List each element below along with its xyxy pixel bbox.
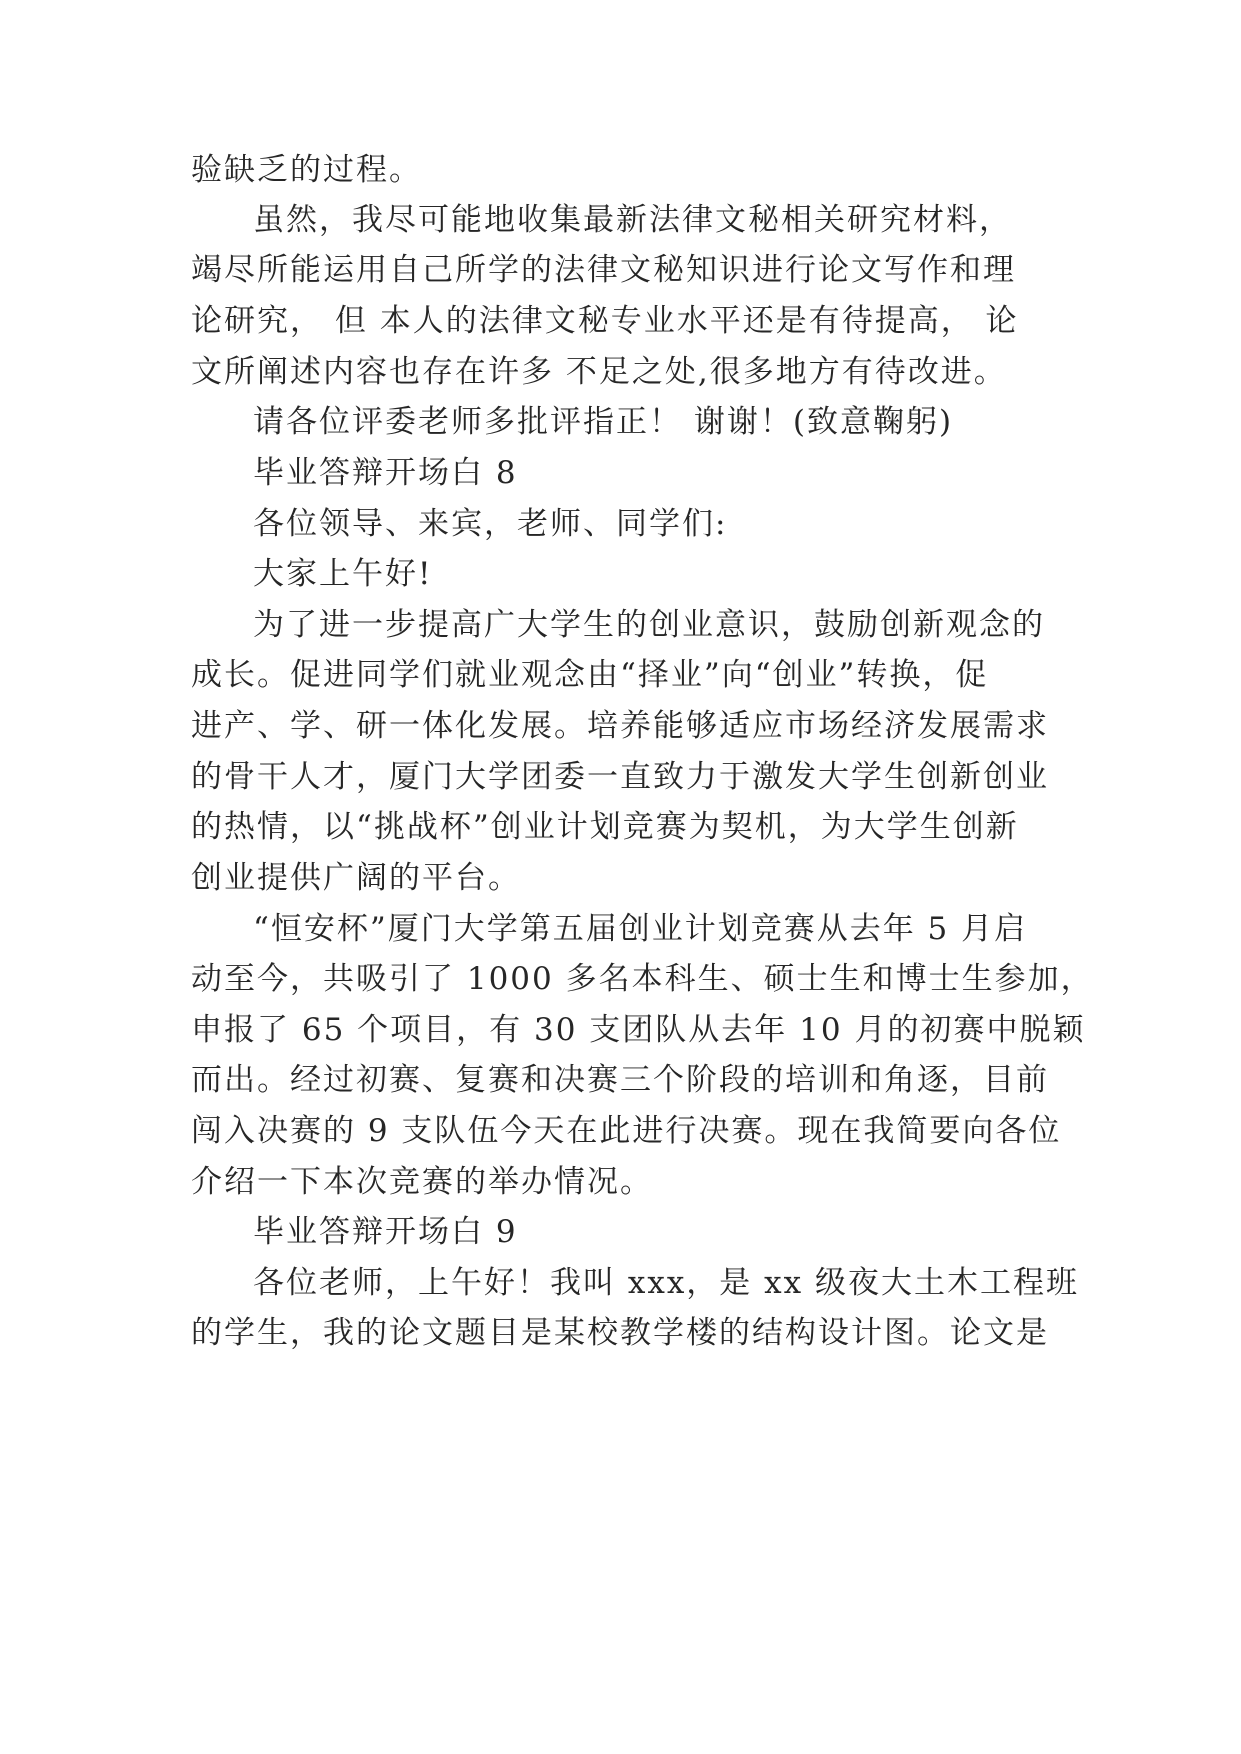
text-line: 为了进一步提高广大学生的创业意识，鼓励创新观念的 (253, 607, 1045, 643)
text-line: 虽然，我尽可能地收集最新法律文秘相关研究材料， (253, 202, 1012, 238)
text-line: 文所阐述内容也存在许多 不足之处,很多地方有待改进。 (191, 354, 1007, 390)
text-line: 创业提供广阔的平台。 (191, 860, 521, 896)
text-line: 论研究， 但 本人的法律文秘专业水平还是有待提高， 论 (191, 303, 1019, 339)
text-line: 各位老师，上午好！我叫 xxx，是 xx 级夜大土木工程班 (253, 1265, 1079, 1301)
text-line: 的骨干人才，厦门大学团委一直致力于激发大学生创新创业 (191, 759, 1049, 795)
text-line: 介绍一下本次竞赛的举办情况。 (191, 1164, 653, 1200)
text-line: 请各位评委老师多批评指正！ 谢谢！(致意鞠躬) (253, 404, 954, 440)
text-line: 竭尽所能运用自己所学的法律文秘知识进行论文写作和理 (191, 252, 1016, 288)
section-heading: 毕业答辩开场白 9 (253, 1214, 518, 1250)
section-heading: 毕业答辩开场白 8 (253, 455, 518, 491)
text-line: 验缺乏的过程。 (191, 152, 422, 188)
text-line: 进产、学、研一体化发展。培养能够适应市场经济发展需求 (191, 708, 1049, 744)
text-line: 成长。促进同学们就业观念由“择业”向“创业”转换，促 (191, 657, 989, 693)
text-line: “恒安杯”厦门大学第五届创业计划竞赛从去年 5 月启 (253, 911, 1028, 947)
text-line: 各位领导、来宾，老师、同学们: (253, 506, 728, 542)
text-line: 而出。经过初赛、复赛和决赛三个阶段的培训和角逐，目前 (191, 1062, 1049, 1098)
text-line: 的学生，我的论文题目是某校教学楼的结构设计图。论文是 (191, 1315, 1049, 1351)
text-line: 动至今，共吸引了 1000 多名本科生、硕士生和博士生参加， (191, 961, 1094, 997)
text-line: 申报了 65 个项目，有 30 支团队从去年 10 月的初赛中脱颖 (191, 1012, 1086, 1048)
text-line: 大家上午好! (253, 556, 433, 592)
text-line: 闯入决赛的 9 支队伍今天在此进行决赛。现在我简要向各位 (191, 1113, 1062, 1149)
text-line: 的热情，以“挑战杯”创业计划竞赛为契机，为大学生创新 (191, 809, 1019, 845)
